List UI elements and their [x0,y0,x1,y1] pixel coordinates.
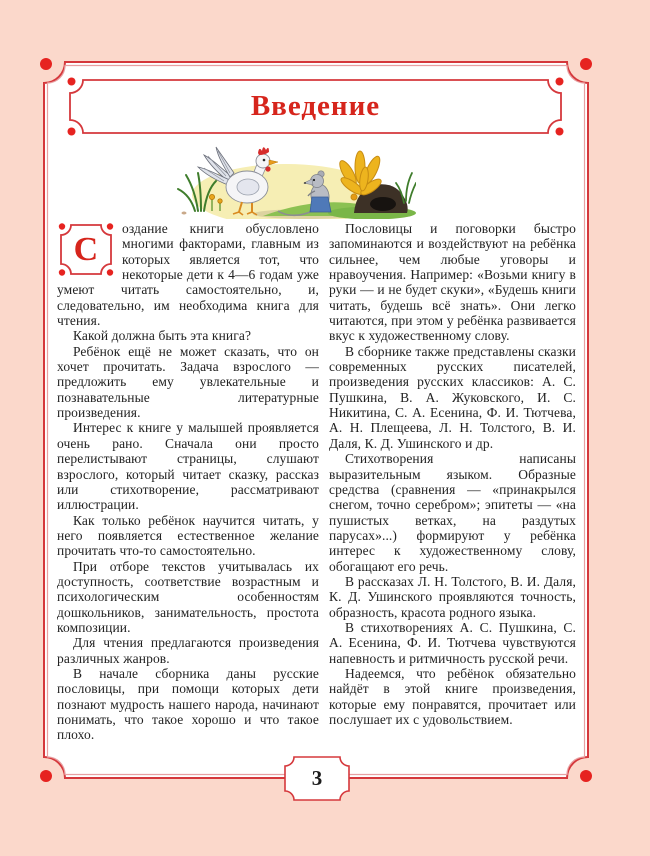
paragraph: В сборнике также представлены сказки современных русских писателей, произведения русских классиков: А. С. Пушкина, В. А. Жуковского, И. С. Никитина, С. А. Есенина, Ф. И. Тютчева, А. Н. Плещеева, Л. Н. Толстого, В. И. Даля, К. Д. Ушинского и др. [329,343,576,451]
page-title: Введение [250,90,381,122]
paragraph: Интерес к книге у малышей проявляется очень рано. Сначала они просто перелистывают страницы, слушают взрослого, который читает сказку, рассказ или стихотворение, рассматривают иллюстрации. [57,420,319,513]
paragraph: В начале сборника даны русские пословицы, при помощи которых дети познают мудрость нашего народа, начинают понимать, что такое хорошо и что такое плохо. [57,665,319,743]
paragraph: При отборе текстов учитывалась их доступность, соответствие возрастным и психологическим особенностям дошкольников, занимательность, простота композиции. [57,558,319,635]
left-column [57,221,319,743]
drop-cap-letter: С [73,230,99,268]
page-number: 3 [311,766,323,790]
paragraph: Стихотворения написаны выразительным языком. Образные средства (сравнения — «принакрылся снегом, точно серебром»; эпитеты — «на пушистых ветках, на раздутых парусах»...) формируют у ребёнка интерес к художественному слову, обогащают его речь. [329,451,576,574]
paragraph: В рассказах Л. Н. Толстого, В. И. Даля, К. Д. Ушинского проявляются точность, образность, красота родного языка. [329,573,576,620]
paragraph-text: оздание книги обусловлено многими факторами, главным из которых является тот, что некоторые дети к 4—6 годам уже умеют читать самостоятельно, и, следовательно, им необходима книга для чтения. [57,221,319,329]
drop-cap-box [57,222,115,278]
right-column [329,221,576,727]
paragraph: Пословицы и поговорки быстро запоминаются и воздействуют на ребёнка сильнее, чем любые уговоры и нравоучения. Например: «Возьми книгу в руки — и не будет скуки», «Будешь книги читать, будешь всё знать». Они легко читаются, при этом у ребёнка развивается вкус к художественному слову. [329,221,576,344]
paragraph: Ребёнок ещё не может сказать, что он хочет прочитать. Задача взрослого — предложить ему увлекательные и познавательные литературные произведения. [57,343,319,421]
paragraph: Какой должна быть эта книга? [73,328,252,344]
hen-and-mouse-illustration [168,141,416,219]
paragraph: Как только ребёнок научится читать, у него появляется естественное желание прочитать что-то самостоятельно. [57,512,319,559]
paragraph [57,221,319,328]
paragraph: Надеемся, что ребёнок обязательно найдёт в этой книге произведения, которые ему понравятся, прочитает или послушает их с удовольствием. [329,665,576,727]
paragraph: В стихотворениях А. С. Пушкина, С. А. Есенина, Ф. И. Тютчева чувствуются напевность и ритмичность русской речи. [329,619,576,666]
paragraph: Для чтения предлагаются произведения различных жанров. [57,635,319,666]
